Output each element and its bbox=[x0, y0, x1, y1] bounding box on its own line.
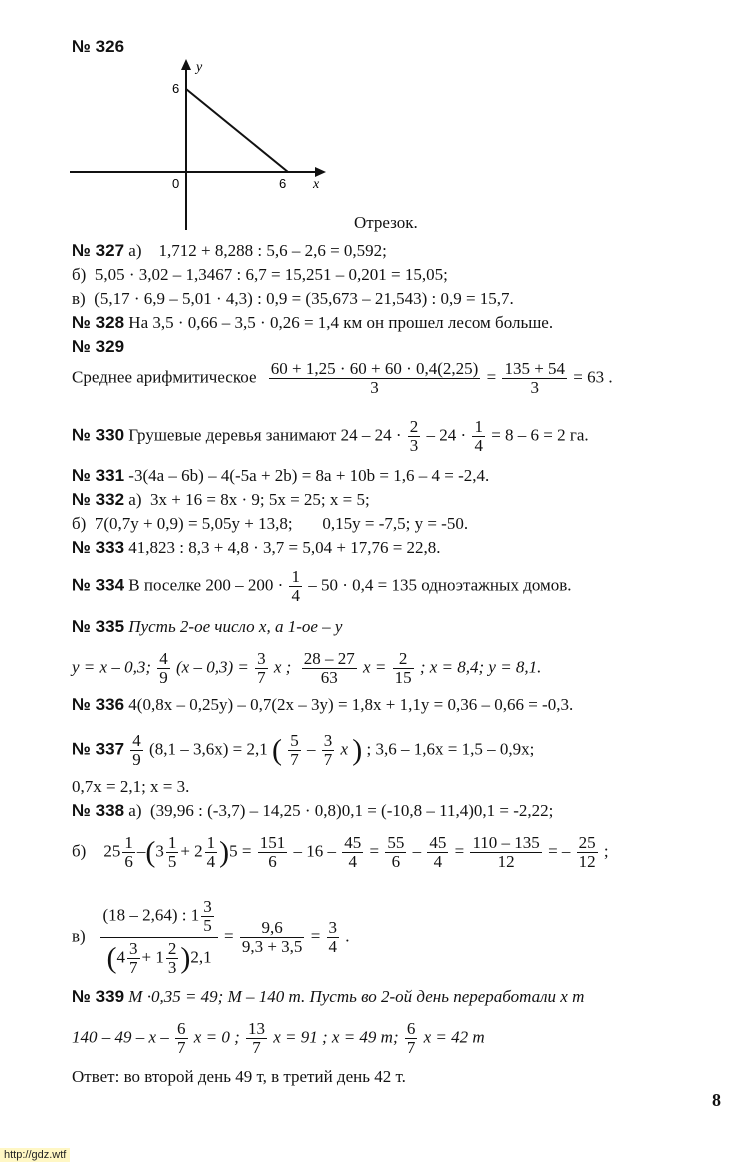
numerator: 45 bbox=[344, 833, 362, 852]
equation: (39,96 : (-3,7) – 14,25 · 0,8)0,1 = (-10,8 – 11,4)0,1 = -2,22; bbox=[150, 801, 554, 820]
fraction bbox=[408, 418, 421, 455]
expr: x ; bbox=[273, 657, 292, 677]
fraction bbox=[302, 650, 357, 687]
fraction bbox=[577, 834, 598, 871]
denominator: 4 bbox=[291, 586, 300, 605]
problem-number-330: № 330 bbox=[72, 425, 125, 445]
item-label: б) bbox=[72, 841, 87, 861]
item-label: б) bbox=[72, 514, 87, 533]
problem-338-c: в) (18 – 2,64) : 1 $\frac{3}{5}$ (4 $\frac{3}{7}$ + 1 $\frac{2}{3}$ )2,1 = $\frac{9,6}{9,3 + 3,5}$ = $\frac{3}{4}$ . bbox=[72, 897, 350, 977]
fraction bbox=[269, 360, 481, 397]
equation: (5,17 · 6,9 – 5,01 · 4,3) : 0,9 = (35,673 – 21,543) : 0,9 = 15,7. bbox=[94, 289, 514, 308]
fraction bbox=[289, 568, 302, 605]
expr: y = x – 0,3; bbox=[72, 657, 151, 677]
numerator: 1 bbox=[206, 833, 216, 852]
expr: x = bbox=[363, 657, 387, 677]
fraction bbox=[427, 834, 448, 871]
denominator: 9,3 + 3,5 bbox=[241, 937, 303, 956]
problem-number-337: № 337 bbox=[72, 739, 125, 759]
fraction bbox=[258, 834, 288, 871]
numerator: 25 bbox=[578, 833, 596, 852]
denominator: 7 bbox=[177, 1038, 186, 1057]
whole: 4 bbox=[116, 947, 126, 967]
numerator: 6 bbox=[406, 1019, 416, 1038]
left-paren: ( bbox=[106, 941, 117, 975]
result: = 63 . bbox=[573, 367, 613, 387]
denominator: 9 bbox=[132, 750, 141, 769]
numerator: 2 bbox=[393, 650, 414, 669]
caption-326: Отрезок. bbox=[354, 213, 418, 232]
solution-text: 4(0,8x – 0,25y) – 0,7(2x – 3y) = 1,8x + 1,1y = 0,36 – 0,66 = -0,3. bbox=[128, 695, 574, 714]
numerator: 4 bbox=[132, 731, 141, 750]
footer-link[interactable]: http://gdz.wtf bbox=[0, 1148, 70, 1162]
problem-335-line bbox=[72, 650, 541, 687]
problem-332-a bbox=[72, 489, 370, 511]
denominator: 4 bbox=[474, 436, 483, 455]
fraction bbox=[201, 898, 214, 935]
right-paren: ) bbox=[352, 733, 363, 767]
equation: 1,712 + 8,288 : 5,6 – 2,6 = 0,592; bbox=[158, 241, 387, 260]
fraction bbox=[472, 418, 485, 455]
numerator: 1 bbox=[167, 833, 177, 852]
denominator: 7 bbox=[129, 958, 138, 977]
numerator: 13 bbox=[247, 1019, 265, 1038]
expr: – 24 · bbox=[426, 425, 467, 445]
fraction bbox=[166, 940, 179, 977]
numerator: 6 bbox=[177, 1019, 186, 1038]
problem-337 bbox=[72, 732, 534, 769]
problem-number-335: № 335 bbox=[72, 617, 125, 636]
left-paren: ( bbox=[271, 733, 282, 767]
fraction bbox=[157, 650, 170, 687]
expr: x = 42 т bbox=[423, 1027, 485, 1047]
numerator: 5 bbox=[290, 731, 299, 750]
denominator: 12 bbox=[578, 852, 596, 871]
expr: = 8 – 6 = 2 bbox=[491, 425, 566, 445]
numerator: 45 bbox=[429, 833, 447, 852]
problem-number-327: № 327 bbox=[72, 241, 125, 260]
denominator: 4 bbox=[348, 852, 357, 871]
x-axis-arrow bbox=[315, 167, 326, 177]
problem-number-328: № 328 bbox=[72, 313, 125, 332]
problem-number-336: № 336 bbox=[72, 695, 125, 714]
problem-333 bbox=[72, 537, 441, 559]
denominator: 7 bbox=[257, 668, 266, 687]
complex-fraction bbox=[100, 898, 217, 977]
fraction bbox=[127, 940, 140, 977]
problem-number-339: № 339 bbox=[72, 987, 125, 1006]
expr: – bbox=[412, 841, 422, 861]
fraction bbox=[205, 834, 218, 871]
problem-328 bbox=[72, 312, 553, 334]
fraction bbox=[470, 834, 541, 871]
segment-graph bbox=[60, 55, 340, 235]
expr: ; x = 8,4; y = 8,1. bbox=[419, 657, 542, 677]
unit: га. bbox=[569, 425, 589, 445]
denominator: 7 bbox=[323, 750, 333, 769]
denominator: 7 bbox=[252, 1038, 261, 1057]
numerator: 3 bbox=[323, 731, 333, 750]
expr: x = 0 ; bbox=[193, 1027, 240, 1047]
problem-338-a bbox=[72, 800, 553, 822]
x-axis-label: x bbox=[313, 177, 320, 192]
numerator: 4 bbox=[159, 649, 168, 668]
segment bbox=[186, 89, 288, 172]
numerator: 2 bbox=[167, 939, 177, 958]
denominator bbox=[100, 938, 217, 977]
item-label: а) bbox=[128, 241, 142, 260]
numerator: 1 bbox=[124, 833, 133, 852]
expr: = bbox=[454, 841, 465, 861]
text: – 50 · 0,4 = 135 одноэтажных домов. bbox=[308, 575, 572, 595]
fraction bbox=[322, 732, 335, 769]
denominator: 6 bbox=[268, 852, 277, 871]
problem-336 bbox=[72, 694, 573, 716]
fraction bbox=[405, 1020, 418, 1057]
denominator: 15 bbox=[394, 668, 412, 687]
right-paren: ) bbox=[180, 941, 191, 975]
problem-327-a bbox=[72, 240, 387, 262]
expr: (8,1 – 3,6x) = 2,1 bbox=[149, 739, 268, 759]
fraction bbox=[327, 919, 340, 956]
denominator: 6 bbox=[124, 852, 133, 871]
numerator: 3 bbox=[203, 897, 212, 916]
denominator: 4 bbox=[206, 852, 216, 871]
fraction bbox=[175, 1020, 188, 1057]
fraction bbox=[288, 732, 301, 769]
whole: 25 bbox=[103, 841, 121, 861]
whole: 2 bbox=[194, 841, 203, 861]
item-label: а) bbox=[128, 490, 142, 509]
expr: = – bbox=[548, 841, 571, 861]
expr: ; 3,6 – 1,6x = 1,5 – 0,9x; bbox=[366, 739, 535, 759]
fraction bbox=[255, 650, 268, 687]
fraction bbox=[393, 650, 414, 687]
problem-number-338: № 338 bbox=[72, 801, 125, 820]
expr: + 1 bbox=[141, 947, 164, 967]
denominator: 3 bbox=[530, 378, 539, 397]
problem-331 bbox=[72, 465, 489, 487]
denominator: 63 bbox=[320, 668, 338, 687]
problem-number-332: № 332 bbox=[72, 490, 125, 509]
numerator: 3 bbox=[328, 918, 338, 937]
fraction bbox=[342, 834, 363, 871]
y-axis-label: y bbox=[196, 60, 203, 75]
item-label: а) bbox=[128, 801, 142, 820]
expr: 24 – 24 · bbox=[340, 425, 402, 445]
problem-339-line bbox=[72, 1020, 485, 1057]
solution-text: 41,823 : 8,3 + 4,8 · 3,7 = 5,04 + 17,76 = 22,8. bbox=[128, 538, 441, 557]
expr: x bbox=[340, 739, 349, 759]
left-paren: ( bbox=[145, 835, 156, 869]
numerator bbox=[100, 898, 217, 938]
fraction bbox=[246, 1020, 267, 1057]
fraction bbox=[502, 360, 567, 397]
numerator: 28 – 27 bbox=[303, 649, 355, 668]
denominator: 4 bbox=[433, 852, 443, 871]
text: Пусть 2-ое число x, а 1-ое – y bbox=[128, 617, 343, 636]
expr: ; bbox=[603, 841, 609, 861]
problem-327-b bbox=[72, 264, 448, 286]
denominator: 7 bbox=[290, 750, 299, 769]
problem-number-334: № 334 bbox=[72, 575, 125, 595]
origin-label: 0 bbox=[172, 176, 180, 191]
solution-text: На 3,5 · 0,66 – 3,5 · 0,26 = 1,4 км он прошел лесом больше. bbox=[128, 313, 554, 332]
item-label: б) bbox=[72, 265, 87, 284]
fraction bbox=[130, 732, 143, 769]
denominator: 3 bbox=[370, 378, 379, 397]
fraction bbox=[240, 919, 305, 956]
denominator: 3 bbox=[167, 958, 177, 977]
problem-number-329: № 329 bbox=[72, 337, 125, 356]
denominator: 6 bbox=[391, 852, 401, 871]
fraction bbox=[166, 834, 179, 871]
problem-334 bbox=[72, 568, 572, 605]
expr: – bbox=[306, 739, 316, 759]
equation: 0,15y = -7,5; y = -50. bbox=[322, 514, 469, 533]
x-tick-label: 6 bbox=[279, 176, 287, 191]
item-label: в) bbox=[72, 926, 86, 946]
numerator: 110 – 135 bbox=[472, 833, 540, 852]
expr: x = 91 ; x = 49 т; bbox=[273, 1027, 399, 1047]
expr: . bbox=[345, 926, 350, 946]
expr: = bbox=[369, 841, 380, 861]
y-tick-label: 6 bbox=[172, 81, 180, 96]
denominator: 9 bbox=[159, 668, 168, 687]
numerator: 1 bbox=[474, 417, 483, 436]
expr: 2,1 bbox=[190, 947, 212, 967]
fraction bbox=[385, 834, 406, 871]
answer-339: Ответ: во второй день 49 т, в третий день 42 т. bbox=[72, 1067, 406, 1086]
solution-text: -3(4a – 6b) – 4(-5a + 2b) = 8a + 10b = 1,6 – 4 = -2,4. bbox=[128, 466, 490, 485]
problem-335 bbox=[72, 616, 342, 638]
numerator: 3 bbox=[257, 649, 266, 668]
equation: 7(0,7y + 0,9) = 5,05y + 13,8; bbox=[94, 514, 293, 533]
expr: 140 – 49 – x – bbox=[72, 1027, 169, 1047]
denominator: 3 bbox=[409, 436, 419, 455]
expr: (18 – 2,64) : 1 bbox=[102, 905, 200, 925]
whole: 3 bbox=[155, 841, 164, 861]
problem-330 bbox=[72, 418, 589, 455]
numerator: 135 + 54 bbox=[504, 359, 566, 378]
problem-338-b: б) 25 $\frac{1}{6}$ –(3 $\frac{1}{5}$ + 2 $\frac{1}{4}$ )5 = $\frac{151}{6}$ – 16 – $\frac{45}{4}$ = $\frac{55}{6}$ – $\frac{45}{4}$ = $\frac{110 - 135}{12}$ = – $\frac{25}{12}$ ; bbox=[72, 833, 609, 871]
numerator: 3 bbox=[129, 939, 138, 958]
denominator: 4 bbox=[328, 937, 338, 956]
denominator: 7 bbox=[406, 1038, 416, 1057]
problem-337-line2: 0,7x = 2,1; x = 3. bbox=[72, 777, 190, 796]
numerator: 9,6 bbox=[240, 919, 305, 938]
fraction bbox=[122, 834, 135, 871]
problem-329-line: Среднее арифмитическое $\frac{60 + 1,25 \cdot 60 + 60 \cdot 0,4(2,25)}{3}$ = $\frac{135 + 54}{3}$ = 63 . bbox=[72, 359, 613, 397]
text: В поселке 200 – 200 · bbox=[128, 575, 284, 595]
expr: (x – 0,3) = bbox=[175, 657, 249, 677]
numerator: 60 + 1,25 · 60 + 60 · 0,4(2,25) bbox=[270, 359, 479, 378]
denominator: 12 bbox=[497, 852, 515, 871]
label: Среднее арифмитическое bbox=[72, 367, 257, 387]
equation: 3x + 16 = 8x · 9; 5x = 25; x = 5; bbox=[150, 490, 370, 509]
item-label: в) bbox=[72, 289, 86, 308]
expr: – 16 – bbox=[293, 841, 336, 861]
numerator: 2 bbox=[409, 417, 419, 436]
problem-327-c bbox=[72, 288, 514, 310]
y-axis-arrow bbox=[181, 59, 191, 70]
denominator: 5 bbox=[167, 852, 177, 871]
problem-332-b bbox=[72, 513, 468, 535]
problem-number-326: № 326 bbox=[72, 37, 125, 56]
numerator: 1 bbox=[291, 567, 300, 586]
expr: 5 = bbox=[229, 841, 252, 861]
problem-number-333: № 333 bbox=[72, 538, 125, 557]
page-number: 8 bbox=[712, 1090, 721, 1110]
equation: 5,05 · 3,02 – 1,3467 : 6,7 = 15,251 – 0,201 = 15,05; bbox=[94, 265, 448, 284]
problem-339 bbox=[72, 986, 584, 1008]
text: Грушевые деревья занимают bbox=[128, 425, 337, 445]
text: М ·0,35 = 49; М – 140 т. Пусть во 2-ой день переработали x т bbox=[128, 987, 585, 1006]
right-paren: ) bbox=[219, 835, 230, 869]
numerator: 55 bbox=[387, 833, 405, 852]
denominator: 5 bbox=[203, 916, 212, 935]
problem-number-331: № 331 bbox=[72, 466, 125, 485]
numerator: 151 bbox=[259, 833, 286, 852]
